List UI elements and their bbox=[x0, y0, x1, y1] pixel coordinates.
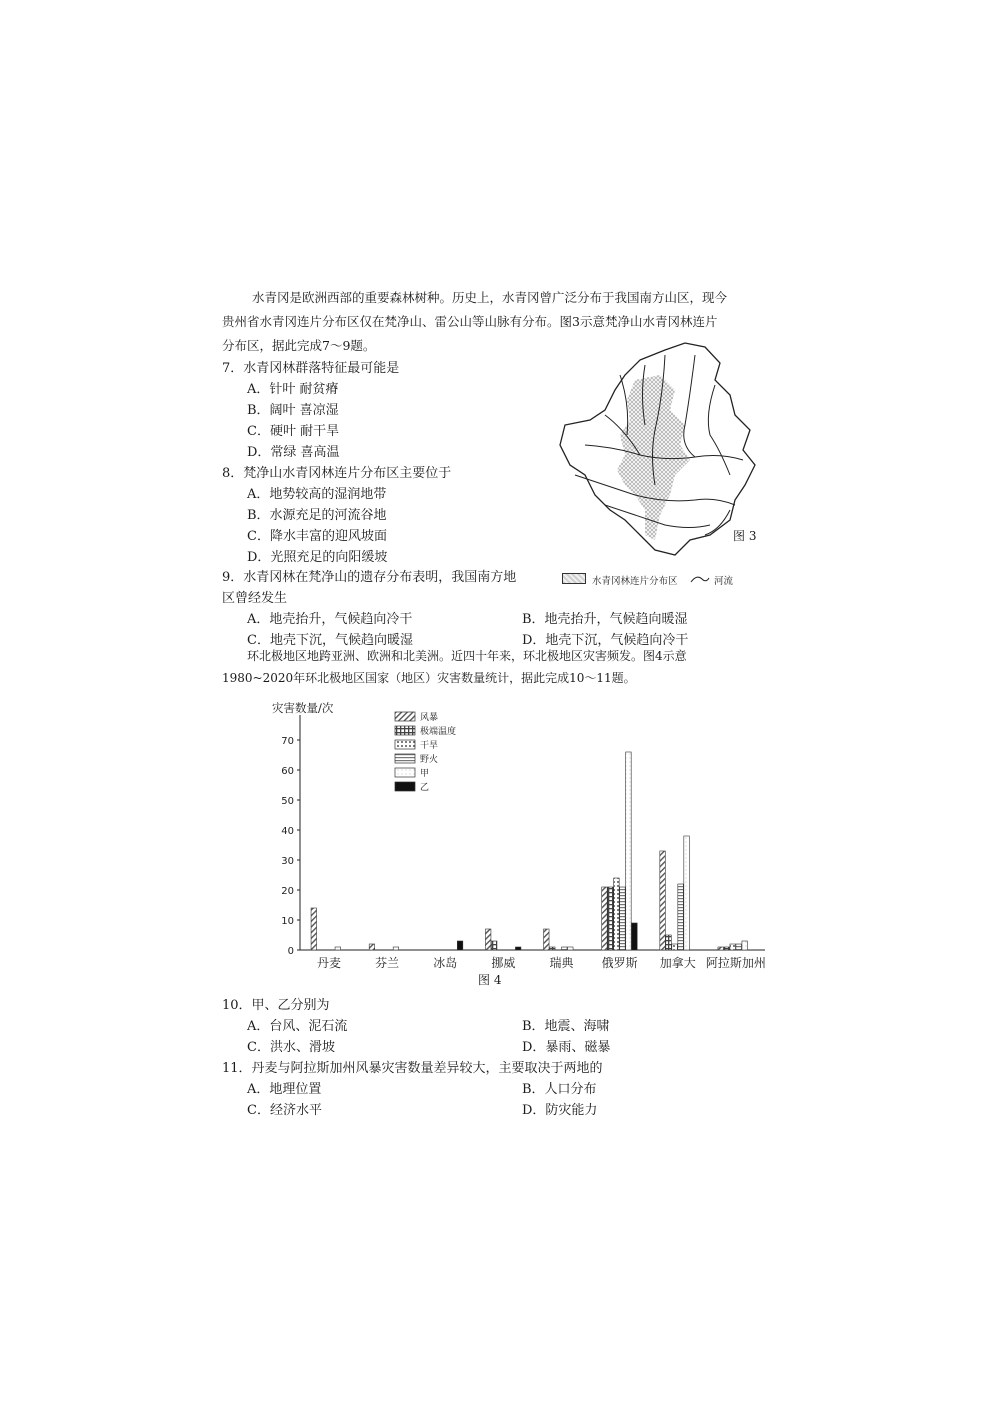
bar-风暴-俄罗斯 bbox=[602, 887, 608, 950]
legend-label: 极端温度 bbox=[420, 727, 457, 737]
q8-option-a[interactable]: A．地势较高的湿润地带 bbox=[247, 487, 387, 502]
legend-swatch-乙 bbox=[395, 782, 415, 791]
q10-stem: 10．甲、乙分别为 bbox=[222, 998, 330, 1013]
legend-swatch-甲 bbox=[395, 768, 415, 777]
figure4-bar-chart bbox=[260, 700, 780, 1000]
bar-甲-瑞典 bbox=[568, 947, 574, 950]
q8-stem: 8．梵净山水青冈林连片分布区主要位于 bbox=[222, 466, 452, 481]
bar-野火-阿拉斯加州 bbox=[736, 944, 742, 950]
bar-极端温度-挪威 bbox=[491, 941, 497, 950]
bar-风暴-芬兰 bbox=[369, 944, 375, 950]
legend-river-label: 河流 bbox=[714, 576, 734, 587]
q9-option-b[interactable]: B．地壳抬升，气候趋向暖湿 bbox=[522, 612, 688, 627]
y-tick-label: 0 bbox=[287, 946, 294, 957]
passage1-line2: 贵州省水青冈连片分布区仅在梵净山、雷公山等山脉有分布。图3示意梵净山水青冈林连片 bbox=[222, 314, 718, 329]
passage1-line1: 水青冈是欧洲西部的重要森林树种。历史上，水青冈曾广泛分布于我国南方山区，现今 bbox=[252, 290, 728, 305]
figure3-label: 图 3 bbox=[733, 529, 757, 543]
x-tick-label: 冰岛 bbox=[433, 956, 458, 970]
q8-option-d[interactable]: D．光照充足的向阳缓坡 bbox=[247, 550, 388, 565]
legend-swatch-野火 bbox=[395, 754, 415, 763]
bar-甲-阿拉斯加州 bbox=[742, 941, 748, 950]
passage1-line3: 分布区，据此完成7～9题。 bbox=[222, 338, 376, 353]
y-tick-label: 40 bbox=[281, 826, 294, 837]
figure4-label: 图 4 bbox=[478, 973, 502, 987]
q10-option-a[interactable]: A．台风、泥石流 bbox=[247, 1019, 348, 1034]
y-tick-label: 70 bbox=[281, 736, 294, 747]
q8-option-c[interactable]: C．降水丰富的迎风坡面 bbox=[247, 529, 387, 544]
passage2-line2: 1980~2020年环北极地区国家（地区）灾害数量统计，据此完成10～11题。 bbox=[222, 671, 636, 685]
q7-option-a[interactable]: A．针叶 耐贫瘠 bbox=[247, 382, 339, 397]
x-tick-label: 丹麦 bbox=[317, 956, 342, 970]
legend-forest-swatch bbox=[562, 573, 586, 584]
legend-forest-label: 水青冈林连片分布区 bbox=[592, 576, 678, 587]
bar-极端温度-瑞典 bbox=[550, 947, 556, 950]
legend-label: 干旱 bbox=[420, 741, 439, 751]
q9-stem-line1: 9．水青冈林在梵净山的遗存分布表明，我国南方地 bbox=[222, 570, 517, 585]
bar-甲-芬兰 bbox=[393, 947, 399, 950]
legend-label: 野火 bbox=[420, 755, 439, 765]
q8-option-b[interactable]: B．水源充足的河流谷地 bbox=[247, 508, 387, 523]
bar-干旱-阿拉斯加州 bbox=[730, 944, 736, 950]
bar-野火-俄罗斯 bbox=[620, 887, 626, 950]
bar-甲-丹麦 bbox=[335, 947, 341, 950]
bar-甲-加拿大 bbox=[684, 836, 690, 950]
bar-极端温度-阿拉斯加州 bbox=[724, 947, 730, 950]
y-tick-label: 30 bbox=[281, 856, 294, 867]
x-tick-label: 俄罗斯 bbox=[601, 956, 638, 970]
q7-option-d[interactable]: D．常绿 喜高温 bbox=[247, 445, 340, 460]
y-axis-label: 灾害数量/次 bbox=[272, 701, 334, 715]
q7-option-b[interactable]: B．阔叶 喜凉湿 bbox=[247, 403, 339, 418]
bar-野火-加拿大 bbox=[678, 884, 684, 950]
q11-option-a[interactable]: A．地理位置 bbox=[247, 1082, 322, 1097]
q9-option-a[interactable]: A．地壳抬升，气候趋向冷干 bbox=[247, 612, 413, 627]
legend-swatch-极端温度 bbox=[395, 726, 415, 735]
q11-option-d[interactable]: D．防灾能力 bbox=[522, 1103, 598, 1118]
q10-option-c[interactable]: C．洪水、滑坡 bbox=[247, 1040, 335, 1055]
bar-干旱-俄罗斯 bbox=[614, 878, 620, 950]
legend-swatch-风暴 bbox=[395, 712, 415, 721]
bar-风暴-丹麦 bbox=[311, 908, 317, 950]
q11-option-c[interactable]: C．经济水平 bbox=[247, 1103, 322, 1118]
bar-乙-俄罗斯 bbox=[632, 923, 638, 950]
legend-label: 乙 bbox=[420, 783, 430, 793]
q9-stem-line2: 区曾经发生 bbox=[222, 591, 288, 606]
bar-乙-冰岛 bbox=[457, 941, 463, 950]
y-tick-label: 50 bbox=[281, 796, 294, 807]
q11-stem: 11．丹麦与阿拉斯加州风暴灾害数量差异较大，主要取决于两地的 bbox=[222, 1061, 603, 1076]
bar-风暴-阿拉斯加州 bbox=[718, 947, 724, 950]
legend-swatch-干旱 bbox=[395, 740, 415, 749]
bar-乙-挪威 bbox=[515, 947, 521, 950]
bar-风暴-挪威 bbox=[485, 929, 491, 950]
x-tick-label: 瑞典 bbox=[549, 956, 574, 970]
legend-label: 甲 bbox=[420, 769, 430, 779]
passage2-line1: 环北极地区地跨亚洲、欧洲和北美洲。近四十年来，环北极地区灾害频发。图4示意 bbox=[247, 649, 687, 663]
x-tick-label: 挪威 bbox=[491, 956, 516, 970]
y-tick-label: 20 bbox=[281, 886, 294, 897]
bar-极端温度-俄罗斯 bbox=[608, 887, 614, 950]
legend-river-icon bbox=[690, 574, 710, 584]
q11-option-b[interactable]: B．人口分布 bbox=[522, 1082, 597, 1097]
q9-option-d[interactable]: D．地壳下沉，气候趋向冷干 bbox=[522, 633, 689, 648]
x-tick-label: 阿拉斯加州 bbox=[705, 956, 766, 970]
x-tick-label: 芬兰 bbox=[375, 956, 400, 970]
q10-option-d[interactable]: D．暴雨、磁暴 bbox=[522, 1040, 611, 1055]
y-tick-label: 60 bbox=[281, 766, 294, 777]
bar-极端温度-加拿大 bbox=[666, 935, 672, 950]
bar-风暴-瑞典 bbox=[544, 929, 550, 950]
legend-label: 风暴 bbox=[420, 713, 439, 723]
q10-option-b[interactable]: B．地震、海啸 bbox=[522, 1019, 610, 1034]
bar-野火-瑞典 bbox=[562, 947, 568, 950]
x-tick-label: 加拿大 bbox=[659, 956, 696, 970]
bar-风暴-加拿大 bbox=[660, 851, 666, 950]
bar-甲-俄罗斯 bbox=[626, 752, 632, 950]
q7-option-c[interactable]: C．硬叶 耐干旱 bbox=[247, 424, 340, 439]
q7-stem: 7．水青冈林群落特征最可能是 bbox=[222, 361, 400, 376]
bar-干旱-加拿大 bbox=[672, 944, 678, 950]
q9-option-c[interactable]: C．地壳下沉，气候趋向暖湿 bbox=[247, 633, 413, 648]
y-tick-label: 10 bbox=[281, 916, 294, 927]
